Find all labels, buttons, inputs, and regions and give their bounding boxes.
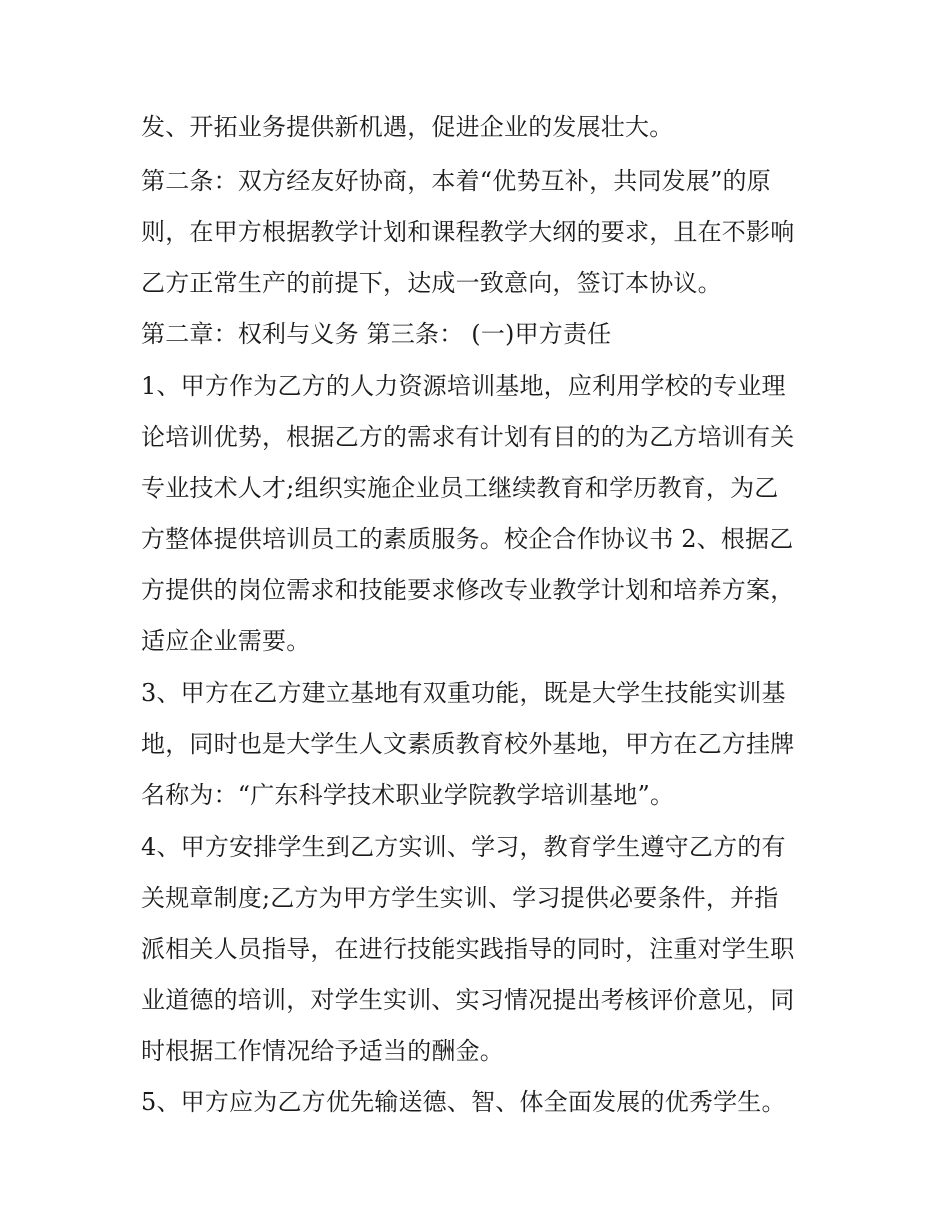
text-line: 时根据工作情况给予适当的酬金。 xyxy=(141,1037,504,1065)
text-line: 第二条：双方经友好协商，本着“优势互补，共同发展”的原 xyxy=(141,167,771,195)
text-line: 方提供的岗位需求和技能要求修改专业教学计划和培养方案， xyxy=(141,576,795,604)
text-line: 方整体提供培训员工的素质服务。校企合作协议书 2、根据乙 xyxy=(141,525,794,553)
text-line: 适应企业需要。 xyxy=(141,627,311,655)
text-line: 5、甲方应为乙方优先输送德、智、体全面发展的优秀学生。 xyxy=(141,1088,786,1116)
text-line: 业道德的培训，对学生实训、实习情况提出考核评价意见，同 xyxy=(141,986,795,1014)
text-line: 论培训优势，根据乙方的需求有计划有目的的为乙方培训有关 xyxy=(141,423,795,451)
text-line: 发、开拓业务提供新机遇，促进企业的发展壮大。 xyxy=(141,113,674,141)
text-line: 派相关人员指导，在进行技能实践指导的同时，注重对学生职 xyxy=(141,935,795,963)
text-line: 3、甲方在乙方建立基地有双重功能，既是大学生技能实训基 xyxy=(141,679,786,707)
text-line: 地，同时也是大学生人文素质教育校外基地，甲方在乙方挂牌 xyxy=(141,730,795,758)
text-line: 第二章：权利与义务 第三条： (一)甲方责任 xyxy=(141,320,612,348)
text-line: 乙方正常生产的前提下，达成一致意向，签订本协议。 xyxy=(141,269,722,297)
text-line: 名称为：“广东科学技术职业学院教学培训基地”。 xyxy=(141,781,675,809)
text-line: 关规章制度;乙方为甲方学生实训、学习提供必要条件，并指 xyxy=(141,884,779,912)
text-line: 则，在甲方根据教学计划和课程教学大纲的要求，且在不影响 xyxy=(141,218,795,246)
text-line: 专业技术人才;组织实施企业员工继续教育和学历教育，为乙 xyxy=(141,474,779,502)
text-line: 4、甲方安排学生到乙方实训、学习，教育学生遵守乙方的有 xyxy=(141,833,786,861)
text-line: 1、甲方作为乙方的人力资源培训基地，应利用学校的专业理 xyxy=(141,372,786,400)
